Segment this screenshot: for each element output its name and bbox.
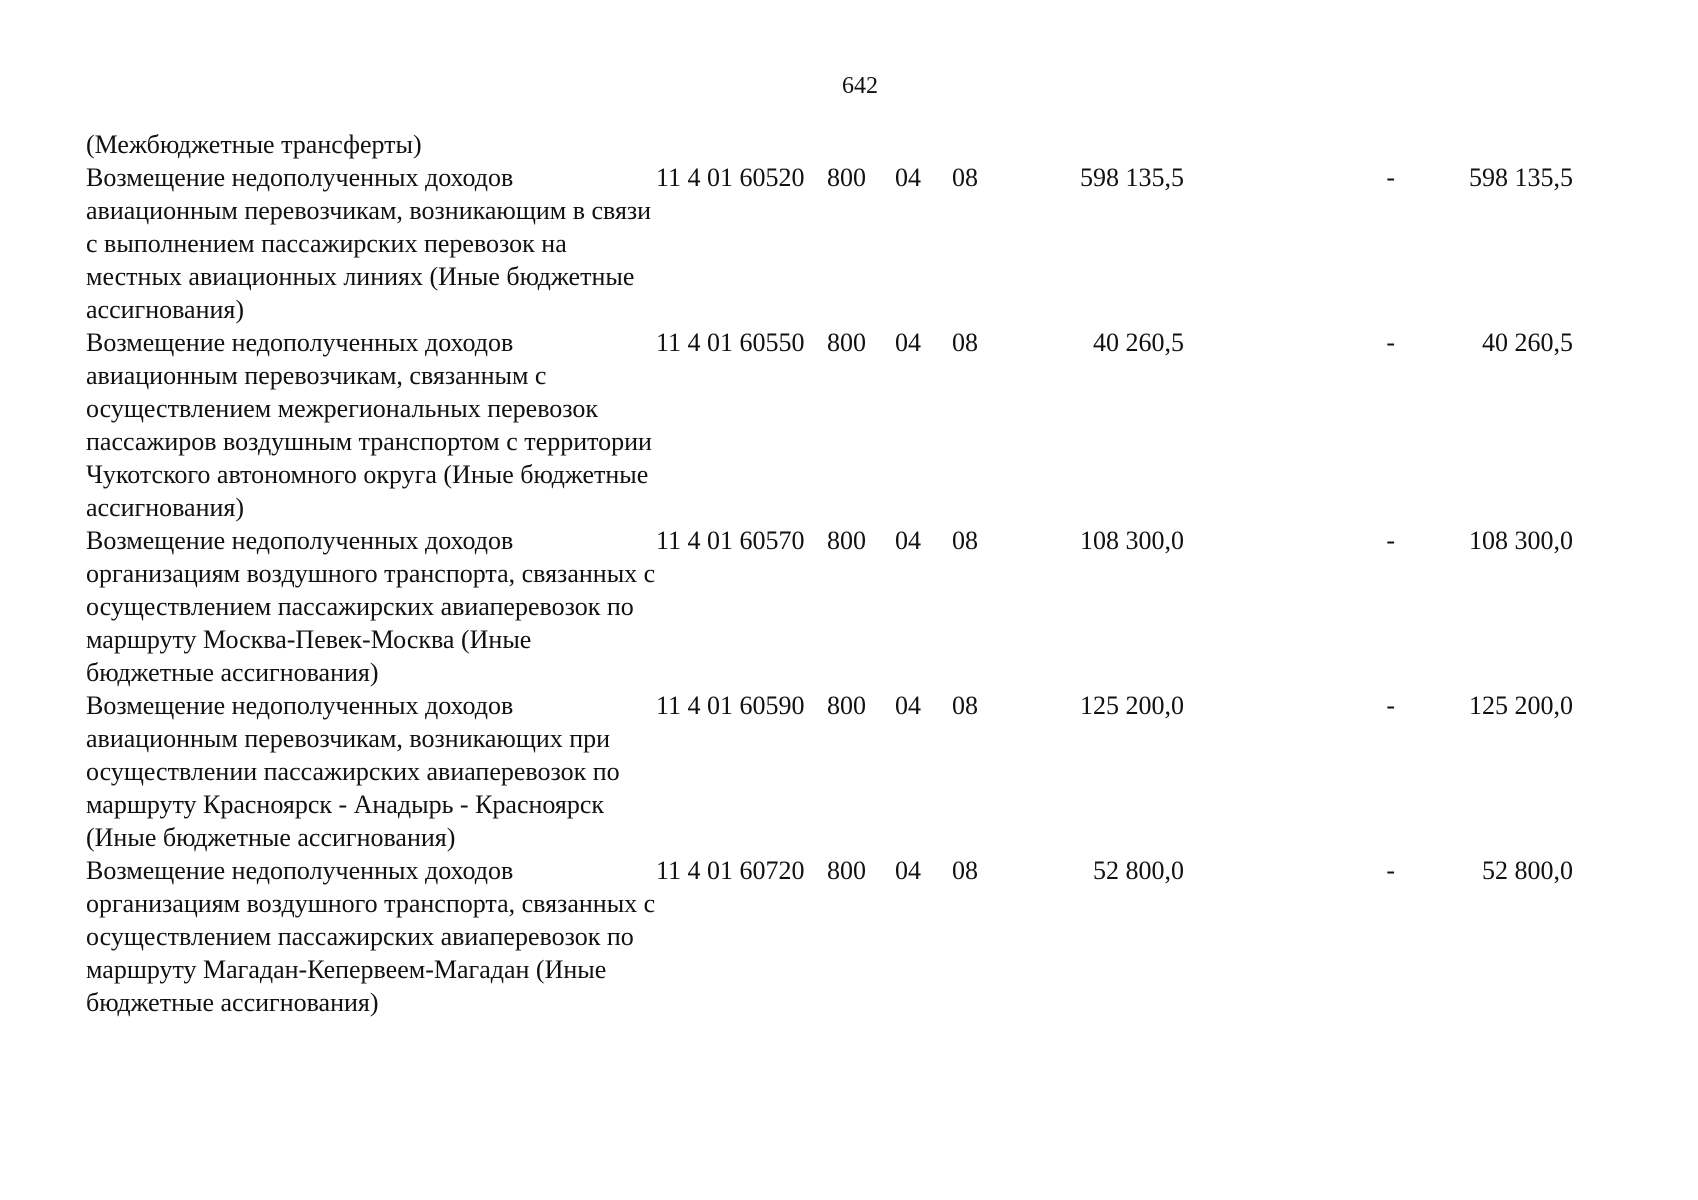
target-article-code: 11 4 01 60550 xyxy=(656,328,805,357)
target-article-code: 11 4 01 60520 xyxy=(656,163,805,192)
subsection-code: 08 xyxy=(952,328,978,357)
amount: 598 135,5 xyxy=(1080,163,1184,192)
section-code: 04 xyxy=(895,526,921,555)
section-code: 04 xyxy=(895,691,921,720)
total-amount: 598 135,5 xyxy=(1469,163,1573,192)
expense-type-code: 800 xyxy=(827,691,866,720)
subsection-code: 08 xyxy=(952,526,978,555)
section-code: 04 xyxy=(895,163,921,192)
table-row xyxy=(86,689,1573,854)
change-amount: - xyxy=(1386,328,1395,357)
amount: 125 200,0 xyxy=(1080,691,1184,720)
target-article-code: 11 4 01 60590 xyxy=(656,691,805,720)
row-description: Возмещение недополученных доходов организациям воздушного транспорта, связанных с осуществлением пассажирских авиаперевозок по маршруту Москва-Певек-Москва (Иные бюджетные ассигнования) xyxy=(86,526,656,687)
expense-type-code: 800 xyxy=(827,163,866,192)
subsection-code: 08 xyxy=(952,691,978,720)
target-article-code: 11 4 01 60570 xyxy=(656,526,805,555)
total-amount: 108 300,0 xyxy=(1469,526,1573,555)
subsection-code: 08 xyxy=(952,856,978,885)
change-amount: - xyxy=(1386,856,1395,885)
amount: 40 260,5 xyxy=(1093,328,1184,357)
amount: 52 800,0 xyxy=(1093,856,1184,885)
table-row xyxy=(86,326,1573,524)
subsection-code: 08 xyxy=(952,163,978,192)
budget-table xyxy=(86,161,1573,1019)
change-amount: - xyxy=(1386,163,1395,192)
row-description: Возмещение недополученных доходов организациям воздушного транспорта, связанных с осуществлением пассажирских авиаперевозок по маршруту Магадан-Кепервеем-Магадан (Иные бюджетные ассигнования) xyxy=(86,856,656,1017)
total-amount: 125 200,0 xyxy=(1469,691,1573,720)
table-row xyxy=(86,524,1573,689)
expense-type-code: 800 xyxy=(827,526,866,555)
section-code: 04 xyxy=(895,328,921,357)
table-row xyxy=(86,161,1573,326)
table-row xyxy=(86,854,1573,1019)
row-description: Возмещение недополученных доходов авиационным перевозчикам, связанным с осуществлением межрегиональных перевозок пассажиров воздушным транспортом с территории Чукотского автономного округа (Иные бюджетные ассигнования) xyxy=(86,328,652,522)
change-amount: - xyxy=(1386,691,1395,720)
total-amount: 52 800,0 xyxy=(1482,856,1573,885)
amount: 108 300,0 xyxy=(1080,526,1184,555)
change-amount: - xyxy=(1386,526,1395,555)
row-description: Возмещение недополученных доходов авиационным перевозчикам, возникающих при осуществлении пассажирских авиаперевозок по маршруту Красноярск - Анадырь - Красноярск (Иные бюджетные ассигнования) xyxy=(86,691,620,852)
section-code: 04 xyxy=(895,856,921,885)
expense-type-code: 800 xyxy=(827,856,866,885)
expense-type-code: 800 xyxy=(827,328,866,357)
total-amount: 40 260,5 xyxy=(1482,328,1573,357)
page-number: 642 xyxy=(842,73,878,99)
target-article-code: 11 4 01 60720 xyxy=(656,856,805,885)
row-description: Возмещение недополученных доходов авиационным перевозчикам, возникающим в связи с выполнением пассажирских перевозок на местных авиационных линиях (Иные бюджетные ассигнования) xyxy=(86,163,652,324)
continuation-text: (Межбюджетные трансферты) xyxy=(86,130,422,159)
